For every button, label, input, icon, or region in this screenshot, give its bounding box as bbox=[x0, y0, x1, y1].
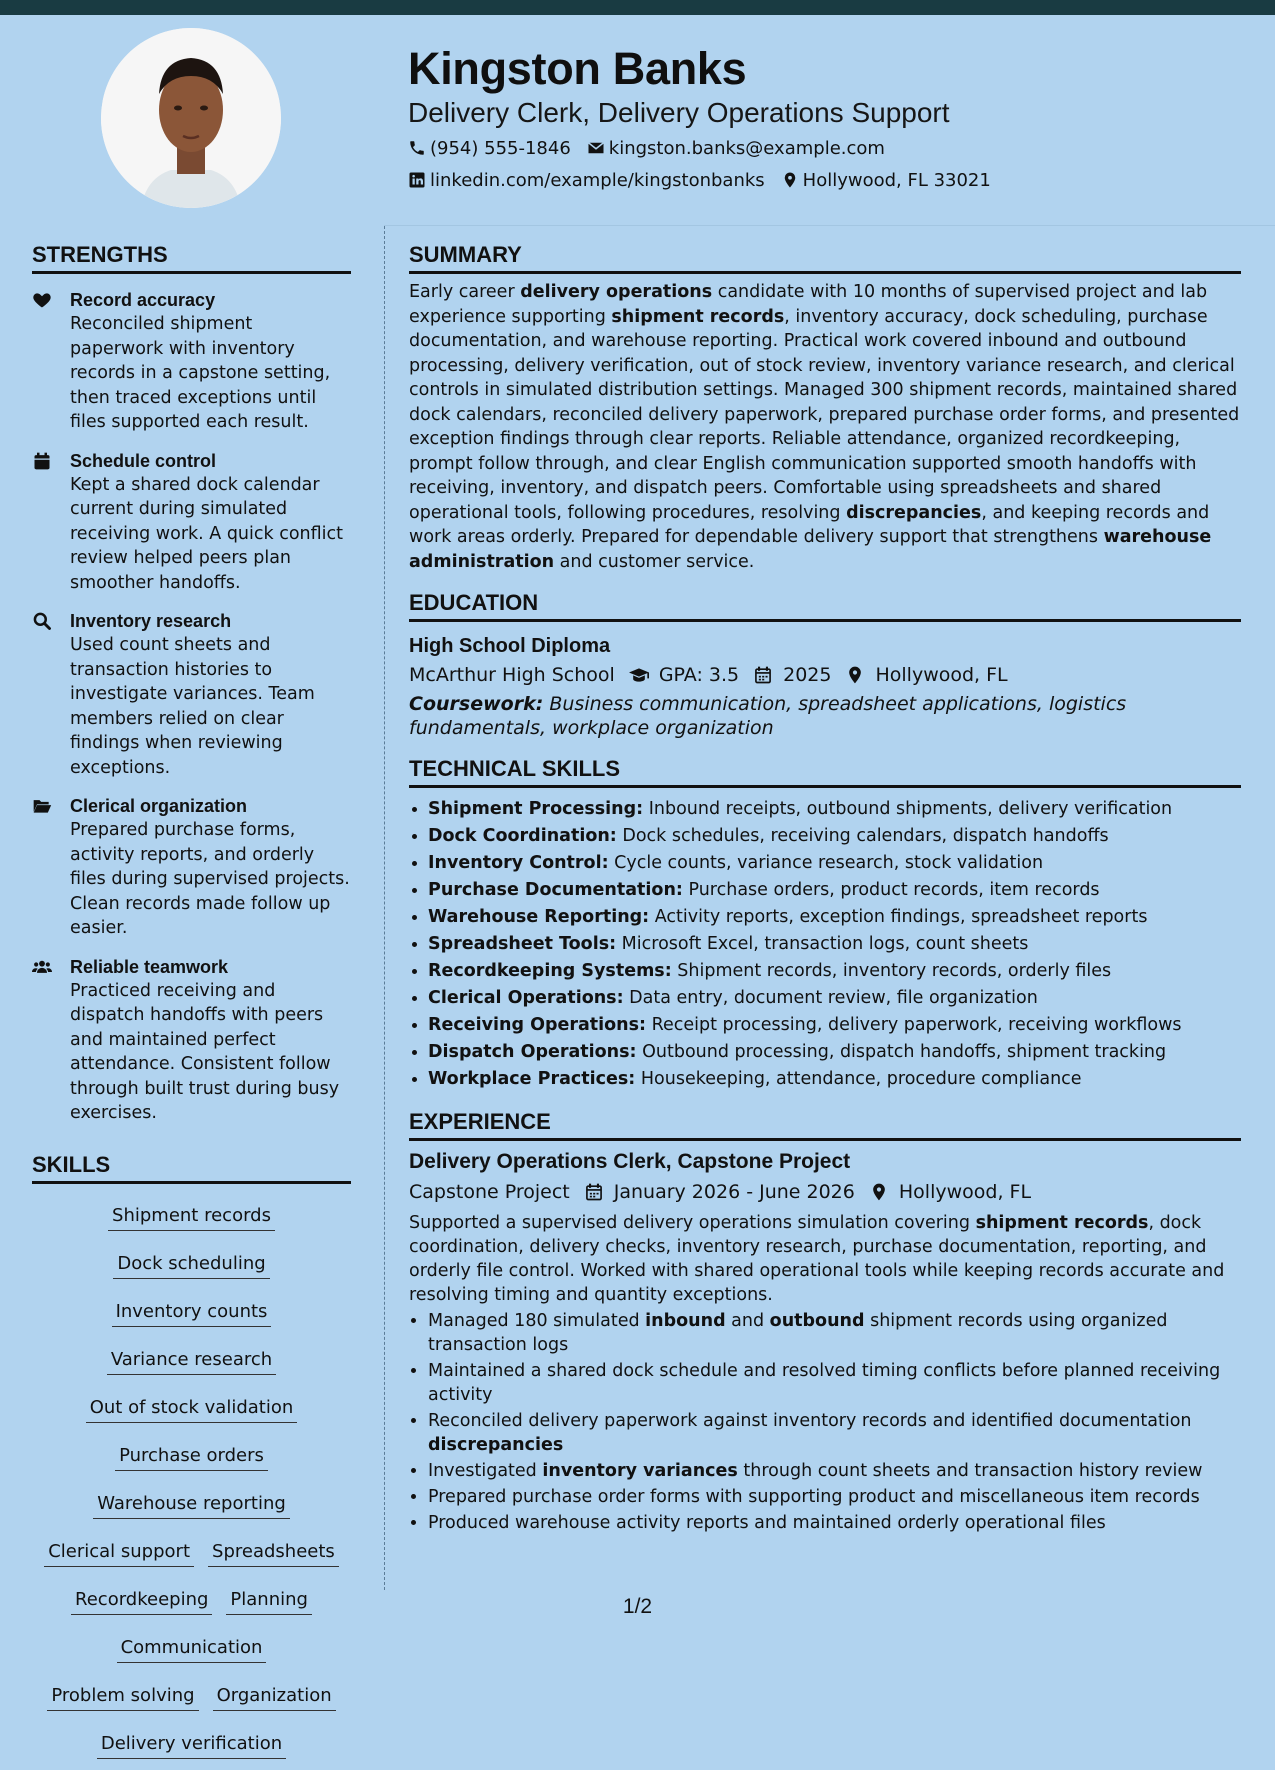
technical-skill-label: Shipment Processing: bbox=[428, 799, 644, 819]
gpa-text: GPA: 3.5 bbox=[658, 664, 740, 686]
bullet-text: and bbox=[725, 1311, 770, 1331]
strengths-title: STRENGTHS bbox=[32, 240, 351, 274]
map-pin-icon bbox=[845, 665, 865, 685]
job-description-text: Supported a supervised delivery operations simulation covering bbox=[409, 1213, 976, 1233]
coursework bbox=[409, 692, 1241, 740]
job-location-item bbox=[869, 1177, 1031, 1207]
strength-title: Schedule control bbox=[70, 450, 217, 471]
bullet-text: Prepared purchase order forms with supporting product and miscellaneous item records bbox=[428, 1487, 1200, 1507]
technical-skills-list bbox=[409, 796, 1241, 1093]
technical-skill-item bbox=[428, 850, 1241, 877]
phone-text: (954) 555-1846 bbox=[430, 137, 571, 159]
technical-skill-label: Dispatch Operations: bbox=[428, 1042, 637, 1062]
gpa-item bbox=[629, 660, 739, 690]
technical-skill-label: Purchase Documentation: bbox=[428, 880, 683, 900]
skill-tag: Spreadsheets bbox=[208, 1536, 339, 1567]
skills-section bbox=[32, 1150, 351, 1770]
technical-skill-text: Shipment records, inventory records, orderly files bbox=[671, 961, 1112, 981]
summary-bold: warehouse administration bbox=[409, 527, 1212, 572]
strength-text: Used count sheets and transaction histories to investigate variances. Team members relied on clear findings when reviewing exceptions. bbox=[70, 635, 315, 778]
strength-item bbox=[32, 955, 351, 1126]
resume-header bbox=[408, 42, 1228, 196]
bullet-text: Maintained a shared dock schedule and resolved timing conflicts before planned receiving activity bbox=[428, 1361, 1221, 1405]
technical-skill-text: Purchase orders, product records, item records bbox=[682, 880, 1100, 900]
skill-tag: Recordkeeping bbox=[71, 1584, 212, 1615]
technical-skills-section bbox=[409, 754, 1241, 1093]
education-meta bbox=[409, 660, 1241, 690]
skill-tag: Out of stock validation bbox=[86, 1392, 298, 1423]
technical-skill-item bbox=[428, 1012, 1241, 1039]
skill-tag: Shipment records bbox=[108, 1200, 275, 1231]
technical-skill-label: Recordkeeping Systems: bbox=[428, 961, 672, 981]
bullet-bold: discrepancies bbox=[428, 1435, 564, 1455]
page-number: 1/2 bbox=[622, 1595, 653, 1618]
left-column bbox=[32, 240, 351, 1770]
strength-text: Prepared purchase forms, activity reports, and orderly files during supervised projects. Clean records made follow up easier. bbox=[70, 820, 350, 938]
job-description-text: , dock coordination, delivery checks, inventory research, purchase documentation, reporting, and orderly file control. Worked with shared operational tools while keeping records accurate and resolving timing and quantity exceptions. bbox=[409, 1213, 1225, 1305]
experience-bullet bbox=[428, 1511, 1241, 1535]
skill-tag: Inventory counts bbox=[112, 1296, 272, 1327]
strength-text: Reconciled shipment paperwork with inventory records in a capstone setting, then traced exceptions until files supported each result. bbox=[70, 314, 331, 432]
strength-item bbox=[32, 288, 351, 435]
experience-title: EXPERIENCE bbox=[409, 1107, 1241, 1141]
location-contact bbox=[781, 170, 991, 191]
linkedin-icon bbox=[408, 171, 426, 189]
experience-section bbox=[409, 1107, 1241, 1535]
education-title: EDUCATION bbox=[409, 588, 1241, 622]
technical-skill-label: Receiving Operations: bbox=[428, 1015, 647, 1035]
summary-bold: shipment records bbox=[611, 306, 785, 327]
map-pin-icon bbox=[869, 1182, 889, 1202]
technical-skill-item bbox=[428, 877, 1241, 904]
folder-open-icon bbox=[32, 796, 52, 816]
summary-text: and customer service. bbox=[554, 551, 755, 572]
bullet-text: Managed 180 simulated bbox=[428, 1311, 646, 1331]
technical-skill-text: Data entry, document review, file organization bbox=[623, 988, 1038, 1008]
technical-skill-text: Activity reports, exception findings, spreadsheet reports bbox=[649, 907, 1148, 927]
header-divider bbox=[384, 225, 1275, 226]
profile-photo bbox=[101, 28, 281, 208]
technical-skill-text: Dock schedules, receiving calendars, dispatch handoffs bbox=[616, 826, 1109, 846]
education-section bbox=[409, 588, 1241, 740]
dates-text: January 2026 - June 2026 bbox=[613, 1181, 855, 1203]
phone-contact[interactable] bbox=[408, 138, 571, 159]
summary-title: SUMMARY bbox=[409, 240, 1241, 274]
strength-item bbox=[32, 794, 351, 941]
coursework-label: Coursework: bbox=[409, 693, 544, 715]
skill-tag: Delivery verification bbox=[97, 1728, 286, 1759]
technical-skill-label: Inventory Control: bbox=[428, 853, 609, 873]
technical-skill-text: Microsoft Excel, transaction logs, count sheets bbox=[616, 934, 1029, 954]
technical-skill-item bbox=[428, 1066, 1241, 1093]
technical-skill-label: Spreadsheet Tools: bbox=[428, 934, 617, 954]
technical-skill-label: Dock Coordination: bbox=[428, 826, 617, 846]
candidate-name: Kingston Banks bbox=[408, 43, 747, 94]
location-text: Hollywood, FL 33021 bbox=[802, 169, 991, 191]
strength-text: Practiced receiving and dispatch handoffs with peers and maintained perfect attendance. Consistent follow through built trust during busy exercises. bbox=[70, 980, 340, 1123]
experience-bullet bbox=[428, 1359, 1241, 1407]
bullet-text: Investigated bbox=[428, 1461, 543, 1481]
calendar-icon bbox=[584, 1182, 604, 1202]
skill-tag: Dock scheduling bbox=[113, 1248, 269, 1279]
column-divider bbox=[384, 226, 385, 1590]
skill-tag: Warehouse reporting bbox=[93, 1488, 290, 1519]
contact-row-2 bbox=[408, 164, 1228, 196]
strength-item bbox=[32, 609, 351, 780]
calendar-icon bbox=[32, 451, 52, 471]
experience-bullet bbox=[428, 1459, 1241, 1483]
technical-skills-title: TECHNICAL SKILLS bbox=[409, 754, 1241, 788]
technical-skill-item bbox=[428, 931, 1241, 958]
search-icon bbox=[32, 611, 52, 631]
strengths-section bbox=[32, 240, 351, 1126]
experience-bullet bbox=[428, 1485, 1241, 1509]
skills-list bbox=[32, 1194, 351, 1770]
skill-tag: Planning bbox=[226, 1584, 312, 1615]
contact-row-1 bbox=[408, 132, 1228, 164]
summary-bold: discrepancies bbox=[846, 502, 982, 523]
technical-skill-text: Outbound processing, dispatch handoffs, shipment tracking bbox=[636, 1042, 1167, 1062]
experience-bullets bbox=[409, 1309, 1241, 1535]
technical-skill-label: Workplace Practices: bbox=[428, 1069, 636, 1089]
dates-item bbox=[584, 1177, 855, 1207]
heart-icon bbox=[32, 290, 52, 310]
technical-skill-item bbox=[428, 958, 1241, 985]
edu-location-item bbox=[845, 660, 1007, 690]
technical-skill-item bbox=[428, 823, 1241, 850]
email-contact[interactable] bbox=[587, 138, 885, 159]
strength-title: Record accuracy bbox=[70, 290, 216, 310]
skill-tag: Communication bbox=[117, 1632, 267, 1663]
technical-skill-item bbox=[428, 796, 1241, 823]
bullet-text: Produced warehouse activity reports and maintained orderly operational files bbox=[428, 1513, 1106, 1533]
year-text: 2025 bbox=[783, 664, 832, 686]
technical-skill-text: Cycle counts, variance research, stock validation bbox=[608, 853, 1044, 873]
experience-bullet bbox=[428, 1409, 1241, 1457]
strength-title: Reliable teamwork bbox=[70, 956, 229, 977]
school-name: McArthur High School bbox=[409, 664, 615, 686]
job-location-text: Hollywood, FL bbox=[898, 1181, 1032, 1203]
strength-item bbox=[32, 449, 351, 596]
summary-section bbox=[409, 240, 1241, 574]
skill-tag: Clerical support bbox=[44, 1536, 194, 1567]
strength-title: Clerical organization bbox=[70, 796, 248, 816]
linkedin-text: linkedin.com/example/kingstonbanks bbox=[430, 169, 765, 191]
summary-text bbox=[409, 280, 1241, 574]
job-description bbox=[409, 1211, 1241, 1307]
right-column bbox=[409, 240, 1241, 1537]
job-title: Delivery Operations Clerk, Capstone Project bbox=[409, 1150, 851, 1173]
bullet-bold: outbound bbox=[769, 1311, 865, 1331]
summary-text: Early career bbox=[409, 282, 521, 302]
summary-text: candidate with 10 months of supervised project and lab experience supporting bbox=[409, 282, 1208, 327]
skill-tag: Variance research bbox=[107, 1344, 276, 1375]
map-pin-icon bbox=[781, 171, 799, 189]
bullet-bold: inventory variances bbox=[542, 1461, 738, 1481]
summary-bold: delivery operations bbox=[520, 282, 713, 302]
bullet-text: through count sheets and transaction history review bbox=[737, 1461, 1203, 1481]
summary-text: , and keeping records and work areas orderly. Prepared for dependable delivery support that strengthens bbox=[409, 502, 1210, 547]
job-description-bold: shipment records bbox=[975, 1213, 1149, 1233]
strength-title: Inventory research bbox=[70, 611, 232, 631]
technical-skill-label: Warehouse Reporting: bbox=[428, 907, 650, 927]
bullet-text: Reconciled delivery paperwork against inventory records and identified documentation bbox=[428, 1411, 1192, 1431]
strength-text: Kept a shared dock calendar current during simulated receiving work. A quick conflict review helped peers plan smoother handoffs. bbox=[70, 474, 343, 593]
job-meta bbox=[409, 1177, 1241, 1207]
linkedin-contact[interactable] bbox=[408, 170, 765, 191]
experience-bullet bbox=[428, 1309, 1241, 1357]
users-icon bbox=[32, 957, 52, 977]
candidate-headline: Delivery Clerk, Delivery Operations Support bbox=[408, 97, 950, 128]
skill-tag: Problem solving bbox=[47, 1680, 198, 1711]
coursework-text: Business communication, spreadsheet applications, logistics fundamentals, workplace organization bbox=[409, 693, 1127, 739]
technical-skill-item bbox=[428, 1039, 1241, 1066]
technical-skill-text: Receipt processing, delivery paperwork, receiving workflows bbox=[646, 1015, 1182, 1035]
bullet-bold: inbound bbox=[645, 1311, 726, 1331]
email-text: kingston.banks@example.com bbox=[608, 137, 885, 159]
skill-tag: Purchase orders bbox=[115, 1440, 268, 1471]
technical-skill-item bbox=[428, 985, 1241, 1012]
calendar-icon bbox=[753, 665, 773, 685]
technical-skill-text: Housekeeping, attendance, procedure compliance bbox=[635, 1069, 1082, 1089]
phone-icon bbox=[408, 139, 426, 157]
technical-skill-item bbox=[428, 904, 1241, 931]
technical-skill-text: Inbound receipts, outbound shipments, delivery verification bbox=[643, 799, 1173, 819]
skill-tag: Organization bbox=[213, 1680, 336, 1711]
degree-title: High School Diploma bbox=[409, 635, 611, 657]
edu-location-text: Hollywood, FL bbox=[875, 664, 1008, 686]
top-bar bbox=[0, 0, 1275, 15]
bullet-text: shipment records using organized transaction logs bbox=[428, 1311, 1168, 1355]
technical-skill-label: Clerical Operations: bbox=[428, 988, 624, 1008]
summary-text: , inventory accuracy, dock scheduling, purchase documentation, and warehouse reporting. Practical work covered inbound and outbound processing, delivery verification, out of stock review, inventory variance research, and clerical controls in simulated distribution settings. Managed 300 shipment records, maintained shared dock calendars, reconciled delivery paperwork, prepared purchase order forms, and presented exception findings through clear reports. Reliable attendance, organized recordkeeping, prompt follow through, and clear English communication supported smooth handoffs with receiving, inventory, and dispatch peers. Comfortable using spreadsheets and shared operational tools, following procedures, resolving bbox=[409, 306, 1240, 523]
skills-title: SKILLS bbox=[32, 1150, 351, 1184]
year-item bbox=[753, 660, 831, 690]
graduation-cap-icon bbox=[629, 665, 649, 685]
envelope-icon bbox=[587, 139, 605, 157]
company-name: Capstone Project bbox=[409, 1181, 570, 1203]
